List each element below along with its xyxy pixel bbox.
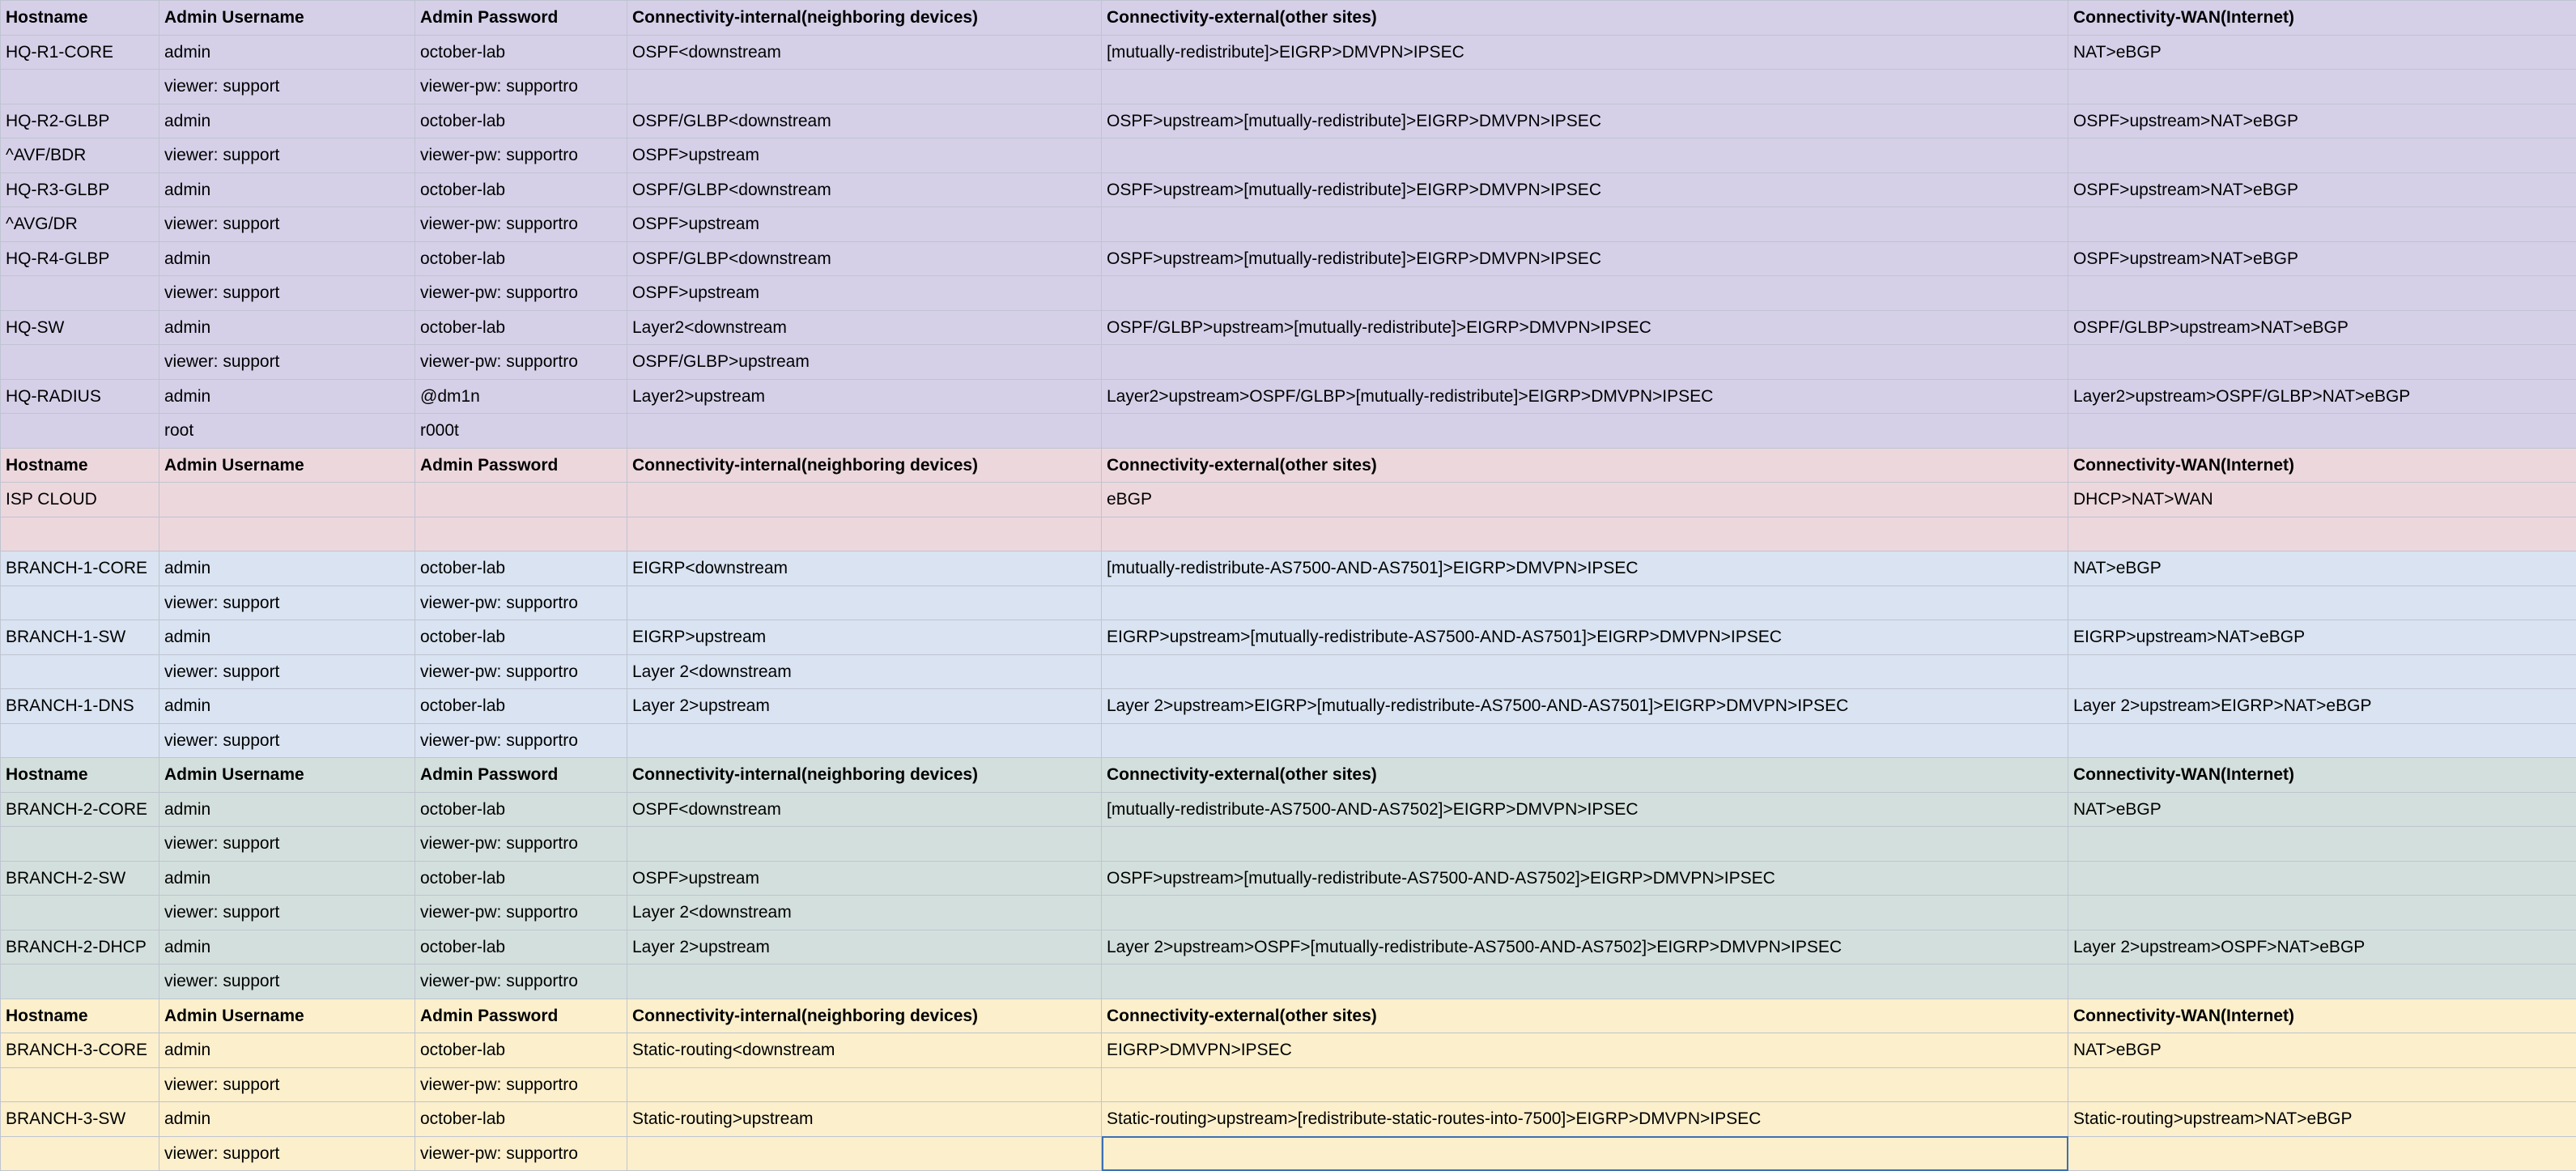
table-cell[interactable] xyxy=(2068,654,2576,689)
table-cell[interactable] xyxy=(2068,964,2576,999)
table-cell[interactable] xyxy=(2068,414,2576,449)
table-cell[interactable]: OSPF<downstream xyxy=(627,35,1102,70)
table-cell[interactable]: OSPF/GLBP>upstream>[mutually-redistribute]>EIGRP>DMVPN>IPSEC xyxy=(1102,310,2068,345)
table-cell[interactable] xyxy=(2068,70,2576,104)
table-cell[interactable]: EIGRP<downstream xyxy=(627,551,1102,586)
table-cell[interactable] xyxy=(1102,70,2068,104)
table-cell[interactable] xyxy=(1102,896,2068,930)
table-cell[interactable] xyxy=(1102,964,2068,999)
table-cell[interactable]: viewer: support xyxy=(159,827,415,862)
table-cell[interactable]: HQ-SW xyxy=(1,310,159,345)
table-cell[interactable] xyxy=(2068,827,2576,862)
table-cell[interactable]: admin xyxy=(159,689,415,724)
table-row xyxy=(1,276,2576,311)
table-cell[interactable]: DHCP>NAT>WAN xyxy=(2068,483,2576,517)
table-cell[interactable] xyxy=(627,517,1102,551)
table-row xyxy=(1,379,2576,414)
column-header[interactable]: Connectivity-external(other sites) xyxy=(1102,448,2068,483)
table-cell[interactable]: admin xyxy=(159,620,415,655)
table-row xyxy=(1,1136,2576,1171)
table-cell[interactable]: october-lab xyxy=(415,35,627,70)
table-cell[interactable]: admin xyxy=(159,379,415,414)
table-cell[interactable]: Layer 2<downstream xyxy=(627,896,1102,930)
table-cell[interactable]: OSPF>upstream>[mutually-redistribute]>EIGRP>DMVPN>IPSEC xyxy=(1102,241,2068,276)
table-row xyxy=(1,241,2576,276)
table-cell[interactable]: october-lab xyxy=(415,104,627,138)
table-header-row xyxy=(1,758,2576,793)
table-cell[interactable]: BRANCH-2-SW xyxy=(1,861,159,896)
table-cell[interactable] xyxy=(415,483,627,517)
table-cell[interactable] xyxy=(1,827,159,862)
table-cell[interactable] xyxy=(627,827,1102,862)
column-header[interactable]: Admin Username xyxy=(159,758,415,793)
table-cell[interactable]: admin xyxy=(159,104,415,138)
table-row xyxy=(1,930,2576,964)
column-header[interactable]: Connectivity-internal(neighboring devices) xyxy=(627,999,1102,1033)
table-cell[interactable] xyxy=(1,517,159,551)
table-cell[interactable] xyxy=(627,586,1102,620)
column-header[interactable]: Hostname xyxy=(1,1,159,36)
column-header[interactable]: Admin Password xyxy=(415,1,627,36)
table-cell[interactable] xyxy=(1102,414,2068,449)
table-cell[interactable]: OSPF>upstream xyxy=(627,207,1102,242)
table-cell[interactable]: viewer: support xyxy=(159,896,415,930)
table-cell[interactable]: viewer-pw: supportro xyxy=(415,1067,627,1102)
table-cell[interactable] xyxy=(1102,827,2068,862)
table-cell[interactable]: viewer-pw: supportro xyxy=(415,723,627,758)
table-cell[interactable]: admin xyxy=(159,172,415,207)
table-cell[interactable]: Layer 2>upstream>OSPF>[mutually-redistribute-AS7500-AND-AS7502]>EIGRP>DMVPN>IPSEC xyxy=(1102,930,2068,964)
table-cell[interactable]: Layer2>upstream>OSPF/GLBP>NAT>eBGP xyxy=(2068,379,2576,414)
table-cell[interactable] xyxy=(2068,345,2576,380)
table-cell[interactable] xyxy=(627,1136,1102,1171)
table-cell[interactable]: october-lab xyxy=(415,689,627,724)
column-header[interactable]: Hostname xyxy=(1,758,159,793)
table-cell[interactable]: october-lab xyxy=(415,551,627,586)
table-row xyxy=(1,654,2576,689)
table-cell[interactable]: october-lab xyxy=(415,861,627,896)
table-cell[interactable]: admin xyxy=(159,35,415,70)
table-cell[interactable]: october-lab xyxy=(415,930,627,964)
table-cell[interactable] xyxy=(627,70,1102,104)
table-cell[interactable]: Static-routing>upstream>NAT>eBGP xyxy=(2068,1102,2576,1137)
table-row xyxy=(1,104,2576,138)
column-header[interactable]: Connectivity-internal(neighboring devices) xyxy=(627,1,1102,36)
table-cell[interactable]: Layer2>upstream>OSPF/GLBP>[mutually-redistribute]>EIGRP>DMVPN>IPSEC xyxy=(1102,379,2068,414)
table-cell[interactable] xyxy=(1102,1067,2068,1102)
table-cell[interactable]: OSPF>upstream xyxy=(627,861,1102,896)
table-cell[interactable]: october-lab xyxy=(415,792,627,827)
table-cell[interactable] xyxy=(1,586,159,620)
table-cell[interactable] xyxy=(1102,345,2068,380)
table-row xyxy=(1,1102,2576,1137)
table-cell[interactable] xyxy=(2068,207,2576,242)
table-cell[interactable] xyxy=(2068,861,2576,896)
table-cell[interactable] xyxy=(1102,138,2068,173)
table-cell[interactable]: viewer-pw: supportro xyxy=(415,276,627,311)
table-cell[interactable]: r000t xyxy=(415,414,627,449)
column-header[interactable]: Connectivity-internal(neighboring devices) xyxy=(627,758,1102,793)
table-row xyxy=(1,70,2576,104)
table-cell[interactable]: EIGRP>upstream xyxy=(627,620,1102,655)
table-cell[interactable]: viewer: support xyxy=(159,1067,415,1102)
table-cell[interactable] xyxy=(1102,276,2068,311)
table-cell[interactable]: admin xyxy=(159,792,415,827)
table-cell[interactable] xyxy=(2068,723,2576,758)
table-cell[interactable]: OSPF/GLBP<downstream xyxy=(627,241,1102,276)
table-cell[interactable]: viewer-pw: supportro xyxy=(415,70,627,104)
table-cell[interactable]: HQ-R4-GLBP xyxy=(1,241,159,276)
table-row xyxy=(1,138,2576,173)
table-cell[interactable]: viewer-pw: supportro xyxy=(415,207,627,242)
table-cell[interactable]: Layer 2>upstream>EIGRP>NAT>eBGP xyxy=(2068,689,2576,724)
table-cell[interactable]: OSPF/GLBP<downstream xyxy=(627,172,1102,207)
table-cell[interactable]: Layer 2>upstream xyxy=(627,930,1102,964)
table-cell[interactable] xyxy=(627,483,1102,517)
table-cell[interactable] xyxy=(159,517,415,551)
table-cell[interactable] xyxy=(1,345,159,380)
table-cell[interactable]: BRANCH-1-CORE xyxy=(1,551,159,586)
table-cell[interactable]: admin xyxy=(159,551,415,586)
table-cell[interactable] xyxy=(627,1067,1102,1102)
table-cell[interactable]: october-lab xyxy=(415,1033,627,1068)
table-cell[interactable]: october-lab xyxy=(415,172,627,207)
table-cell[interactable]: OSPF>upstream>[mutually-redistribute]>EIGRP>DMVPN>IPSEC xyxy=(1102,172,2068,207)
table-cell[interactable] xyxy=(1102,586,2068,620)
table-cell[interactable] xyxy=(1,276,159,311)
table-cell[interactable]: [mutually-redistribute-AS7500-AND-AS7501]>EIGRP>DMVPN>IPSEC xyxy=(1102,551,2068,586)
table-cell[interactable]: BRANCH-3-CORE xyxy=(1,1033,159,1068)
table-cell[interactable]: ^AVF/BDR xyxy=(1,138,159,173)
table-cell[interactable]: viewer-pw: supportro xyxy=(415,827,627,862)
table-cell[interactable]: BRANCH-1-SW xyxy=(1,620,159,655)
table-cell[interactable]: NAT>eBGP xyxy=(2068,551,2576,586)
table-cell[interactable]: viewer-pw: supportro xyxy=(415,896,627,930)
table-cell[interactable]: october-lab xyxy=(415,310,627,345)
table-cell[interactable]: viewer: support xyxy=(159,345,415,380)
table-cell[interactable]: Static-routing<downstream xyxy=(627,1033,1102,1068)
table-cell[interactable] xyxy=(2068,586,2576,620)
table-cell[interactable]: viewer: support xyxy=(159,207,415,242)
table-row xyxy=(1,723,2576,758)
column-header[interactable]: Admin Password xyxy=(415,999,627,1033)
table-cell[interactable]: Layer 2>upstream>OSPF>NAT>eBGP xyxy=(2068,930,2576,964)
column-header[interactable]: Connectivity-external(other sites) xyxy=(1102,758,2068,793)
column-header[interactable]: Connectivity-WAN(Internet) xyxy=(2068,1,2576,36)
column-header[interactable]: Hostname xyxy=(1,448,159,483)
table-cell[interactable] xyxy=(1,896,159,930)
table-cell[interactable]: viewer: support xyxy=(159,654,415,689)
table-cell[interactable]: admin xyxy=(159,861,415,896)
table-row xyxy=(1,861,2576,896)
table-cell[interactable]: HQ-RADIUS xyxy=(1,379,159,414)
table-cell[interactable]: admin xyxy=(159,1033,415,1068)
table-cell[interactable]: eBGP xyxy=(1102,483,2068,517)
table-cell[interactable]: viewer-pw: supportro xyxy=(415,586,627,620)
table-cell[interactable]: Static-routing>upstream>[redistribute-static-routes-into-7500]>EIGRP>DMVPN>IPSEC xyxy=(1102,1102,2068,1137)
table-cell[interactable]: Static-routing>upstream xyxy=(627,1102,1102,1137)
column-header[interactable]: Admin Username xyxy=(159,999,415,1033)
column-header[interactable]: Admin Password xyxy=(415,758,627,793)
table-cell[interactable]: HQ-R1-CORE xyxy=(1,35,159,70)
table-cell[interactable] xyxy=(1,654,159,689)
table-cell[interactable] xyxy=(627,723,1102,758)
table-cell[interactable] xyxy=(1,414,159,449)
table-cell[interactable]: root xyxy=(159,414,415,449)
selected-cell[interactable] xyxy=(1102,1136,2068,1171)
table-cell[interactable]: october-lab xyxy=(415,1102,627,1137)
table-cell[interactable] xyxy=(1102,723,2068,758)
column-header[interactable]: Hostname xyxy=(1,999,159,1033)
column-header[interactable]: Admin Username xyxy=(159,1,415,36)
table-cell[interactable] xyxy=(1102,654,2068,689)
table-cell[interactable]: BRANCH-3-SW xyxy=(1,1102,159,1137)
table-cell[interactable]: Layer 2>upstream>EIGRP>[mutually-redistribute-AS7500-AND-AS7501]>EIGRP>DMVPN>IPSEC xyxy=(1102,689,2068,724)
table-header-row xyxy=(1,1,2576,36)
table-cell[interactable]: OSPF<downstream xyxy=(627,792,1102,827)
table-cell[interactable]: Layer 2>upstream xyxy=(627,689,1102,724)
table-cell[interactable] xyxy=(2068,1136,2576,1171)
table-cell[interactable]: october-lab xyxy=(415,241,627,276)
column-header[interactable]: Admin Username xyxy=(159,448,415,483)
table-cell[interactable]: Layer2>upstream xyxy=(627,379,1102,414)
table-row xyxy=(1,586,2576,620)
column-header[interactable]: Connectivity-internal(neighboring devices) xyxy=(627,448,1102,483)
table-cell[interactable] xyxy=(1,964,159,999)
table-cell[interactable]: OSPF>upstream>NAT>eBGP xyxy=(2068,172,2576,207)
table-row xyxy=(1,517,2576,551)
table-cell[interactable]: @dm1n xyxy=(415,379,627,414)
table-cell[interactable] xyxy=(627,414,1102,449)
table-cell[interactable] xyxy=(159,483,415,517)
table-cell[interactable]: EIGRP>DMVPN>IPSEC xyxy=(1102,1033,2068,1068)
table-header-row xyxy=(1,448,2576,483)
table-cell[interactable]: admin xyxy=(159,241,415,276)
table-row xyxy=(1,689,2576,724)
table-cell[interactable]: viewer: support xyxy=(159,1136,415,1171)
table-cell[interactable]: admin xyxy=(159,310,415,345)
table-row xyxy=(1,620,2576,655)
table-cell[interactable]: viewer: support xyxy=(159,138,415,173)
table-cell[interactable] xyxy=(1,1067,159,1102)
table-cell[interactable]: viewer: support xyxy=(159,964,415,999)
table-row xyxy=(1,172,2576,207)
table-cell[interactable] xyxy=(2068,1067,2576,1102)
table-cell[interactable]: OSPF/GLBP>upstream>NAT>eBGP xyxy=(2068,310,2576,345)
table-cell[interactable] xyxy=(1,70,159,104)
column-header[interactable]: Connectivity-WAN(Internet) xyxy=(2068,758,2576,793)
table-cell[interactable]: viewer-pw: supportro xyxy=(415,654,627,689)
column-header[interactable]: Admin Password xyxy=(415,448,627,483)
table-cell[interactable]: admin xyxy=(159,1102,415,1137)
table-cell[interactable]: OSPF/GLBP<downstream xyxy=(627,104,1102,138)
table-cell[interactable] xyxy=(627,964,1102,999)
table-row xyxy=(1,792,2576,827)
column-header[interactable]: Connectivity-external(other sites) xyxy=(1102,999,2068,1033)
column-header[interactable]: Connectivity-WAN(Internet) xyxy=(2068,448,2576,483)
table-cell[interactable]: ISP CLOUD xyxy=(1,483,159,517)
table-cell[interactable]: NAT>eBGP xyxy=(2068,792,2576,827)
table-cell[interactable] xyxy=(2068,276,2576,311)
table-cell[interactable] xyxy=(1,723,159,758)
table-cell[interactable]: OSPF>upstream>[mutually-redistribute-AS7500-AND-AS7502]>EIGRP>DMVPN>IPSEC xyxy=(1102,861,2068,896)
table-cell[interactable]: NAT>eBGP xyxy=(2068,35,2576,70)
table-cell[interactable]: EIGRP>upstream>NAT>eBGP xyxy=(2068,620,2576,655)
table-cell[interactable]: Layer 2<downstream xyxy=(627,654,1102,689)
table-cell[interactable]: OSPF/GLBP>upstream xyxy=(627,345,1102,380)
table-header-row xyxy=(1,999,2576,1033)
table-cell[interactable]: viewer: support xyxy=(159,586,415,620)
table-cell[interactable]: viewer-pw: supportro xyxy=(415,1136,627,1171)
table-cell[interactable]: OSPF>upstream>NAT>eBGP xyxy=(2068,241,2576,276)
table-cell[interactable]: BRANCH-1-DNS xyxy=(1,689,159,724)
table-row xyxy=(1,345,2576,380)
table-cell[interactable]: viewer: support xyxy=(159,276,415,311)
table-row xyxy=(1,827,2576,862)
table-cell[interactable] xyxy=(2068,138,2576,173)
table-row xyxy=(1,414,2576,449)
table-cell[interactable] xyxy=(2068,896,2576,930)
table-cell[interactable]: OSPF>upstream xyxy=(627,276,1102,311)
table-cell[interactable]: OSPF>upstream>NAT>eBGP xyxy=(2068,104,2576,138)
table-cell[interactable]: BRANCH-2-CORE xyxy=(1,792,159,827)
table-cell[interactable]: OSPF>upstream>[mutually-redistribute]>EIGRP>DMVPN>IPSEC xyxy=(1102,104,2068,138)
table-row xyxy=(1,1033,2576,1068)
table-cell[interactable]: viewer-pw: supportro xyxy=(415,964,627,999)
column-header[interactable]: Connectivity-external(other sites) xyxy=(1102,1,2068,36)
table-row xyxy=(1,310,2576,345)
table-cell[interactable] xyxy=(1102,207,2068,242)
column-header[interactable]: Connectivity-WAN(Internet) xyxy=(2068,999,2576,1033)
table-cell[interactable] xyxy=(2068,517,2576,551)
table-cell[interactable]: october-lab xyxy=(415,620,627,655)
table-cell[interactable]: NAT>eBGP xyxy=(2068,1033,2576,1068)
table-cell[interactable]: ^AVG/DR xyxy=(1,207,159,242)
table-cell[interactable]: EIGRP>upstream>[mutually-redistribute-AS7500-AND-AS7501]>EIGRP>DMVPN>IPSEC xyxy=(1102,620,2068,655)
table-cell[interactable]: viewer: support xyxy=(159,70,415,104)
table-cell[interactable]: HQ-R2-GLBP xyxy=(1,104,159,138)
table-cell[interactable]: HQ-R3-GLBP xyxy=(1,172,159,207)
table-cell[interactable]: OSPF>upstream xyxy=(627,138,1102,173)
table-cell[interactable] xyxy=(1102,517,2068,551)
table-cell[interactable]: BRANCH-2-DHCP xyxy=(1,930,159,964)
table-cell[interactable]: [mutually-redistribute]>EIGRP>DMVPN>IPSEC xyxy=(1102,35,2068,70)
table-row xyxy=(1,207,2576,242)
table-row xyxy=(1,35,2576,70)
table-row xyxy=(1,551,2576,586)
table-cell[interactable]: admin xyxy=(159,930,415,964)
table-cell[interactable]: Layer2<downstream xyxy=(627,310,1102,345)
table-cell[interactable]: viewer: support xyxy=(159,723,415,758)
table-cell[interactable]: [mutually-redistribute-AS7500-AND-AS7502]>EIGRP>DMVPN>IPSEC xyxy=(1102,792,2068,827)
table-cell[interactable]: viewer-pw: supportro xyxy=(415,345,627,380)
table-row xyxy=(1,896,2576,930)
table-cell[interactable] xyxy=(1,1136,159,1171)
table-row xyxy=(1,483,2576,517)
table-row xyxy=(1,1067,2576,1102)
table-cell[interactable] xyxy=(415,517,627,551)
table-cell[interactable]: viewer-pw: supportro xyxy=(415,138,627,173)
table-row xyxy=(1,964,2576,999)
